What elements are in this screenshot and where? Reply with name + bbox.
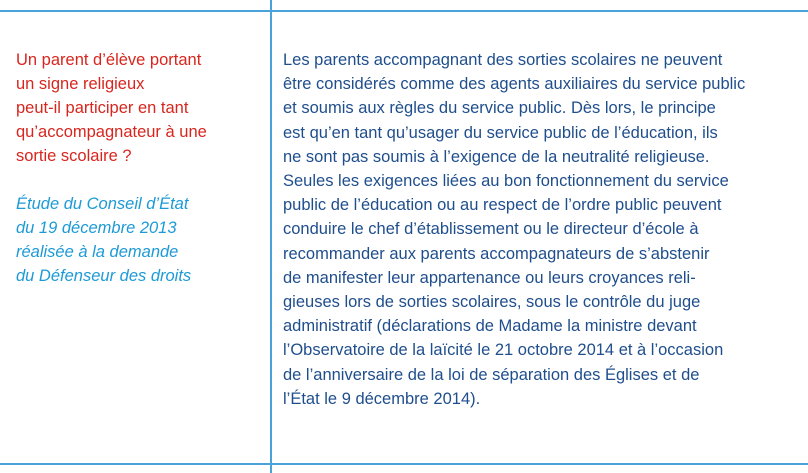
answer-line: administratif (déclarations de Madame la ministre devant [283,317,697,336]
answer-line: l’Observatoire de la laïcité le 21 octobre 2014 et à l’occasion [283,341,724,360]
answer-line: est qu’en tant qu’usager du service public de l’éducation, ils [283,123,718,142]
answer-line: de l’anniversaire de la loi de séparation des Églises et de [283,365,700,384]
answer-line: conduire le chef d’établissement ou le directeur d’école à [283,220,699,239]
answer-line: gieuses lors de sorties scolaires, sous le contrôle du juge [283,293,701,312]
question-line: peut-il participer en tant [16,99,189,117]
answer-line: Seules les exigences liées au bon fonctionnement du service [283,172,729,191]
study-line: du 19 décembre 2013 [16,219,177,237]
study-reference [16,192,261,288]
answer-line: l’État le 9 décembre 2014). [283,389,481,408]
question-line: un signe religieux [16,75,145,93]
answer-line: Les parents accompagnant des sorties scolaires ne peuvent [283,51,723,69]
column-divider [270,0,272,473]
bottom-rule [0,463,808,465]
question-line: qu’accompagnateur à une [16,123,207,141]
study-line: réalisée à la demande [16,243,179,261]
answer-line: recommander aux parents accompagnateurs de s’abstenir [283,244,710,263]
study-line: Étude du Conseil d’État [16,195,189,213]
question-heading [16,48,261,168]
answer-line: et soumis aux règles du service public. Dès lors, le principe [283,99,716,118]
question-line: Un parent d’élève portant [16,51,202,69]
top-rule [0,10,808,12]
study-line: du Défenseur des droits [16,267,192,285]
answer-line: ne sont pas soumis à l’exigence de la neutralité religieuse. [283,147,710,166]
answer-line: être considérés comme des agents auxiliaires du service public [283,75,746,94]
answer-line: public de l’éducation ou au respect de l’ordre public peuvent [283,196,722,215]
left-column [16,48,261,288]
right-column [283,48,798,411]
question-line: sortie scolaire ? [16,147,132,165]
answer-paragraph [283,48,798,411]
answer-line: de manifester leur appartenance ou leurs croyances reli- [283,268,696,287]
